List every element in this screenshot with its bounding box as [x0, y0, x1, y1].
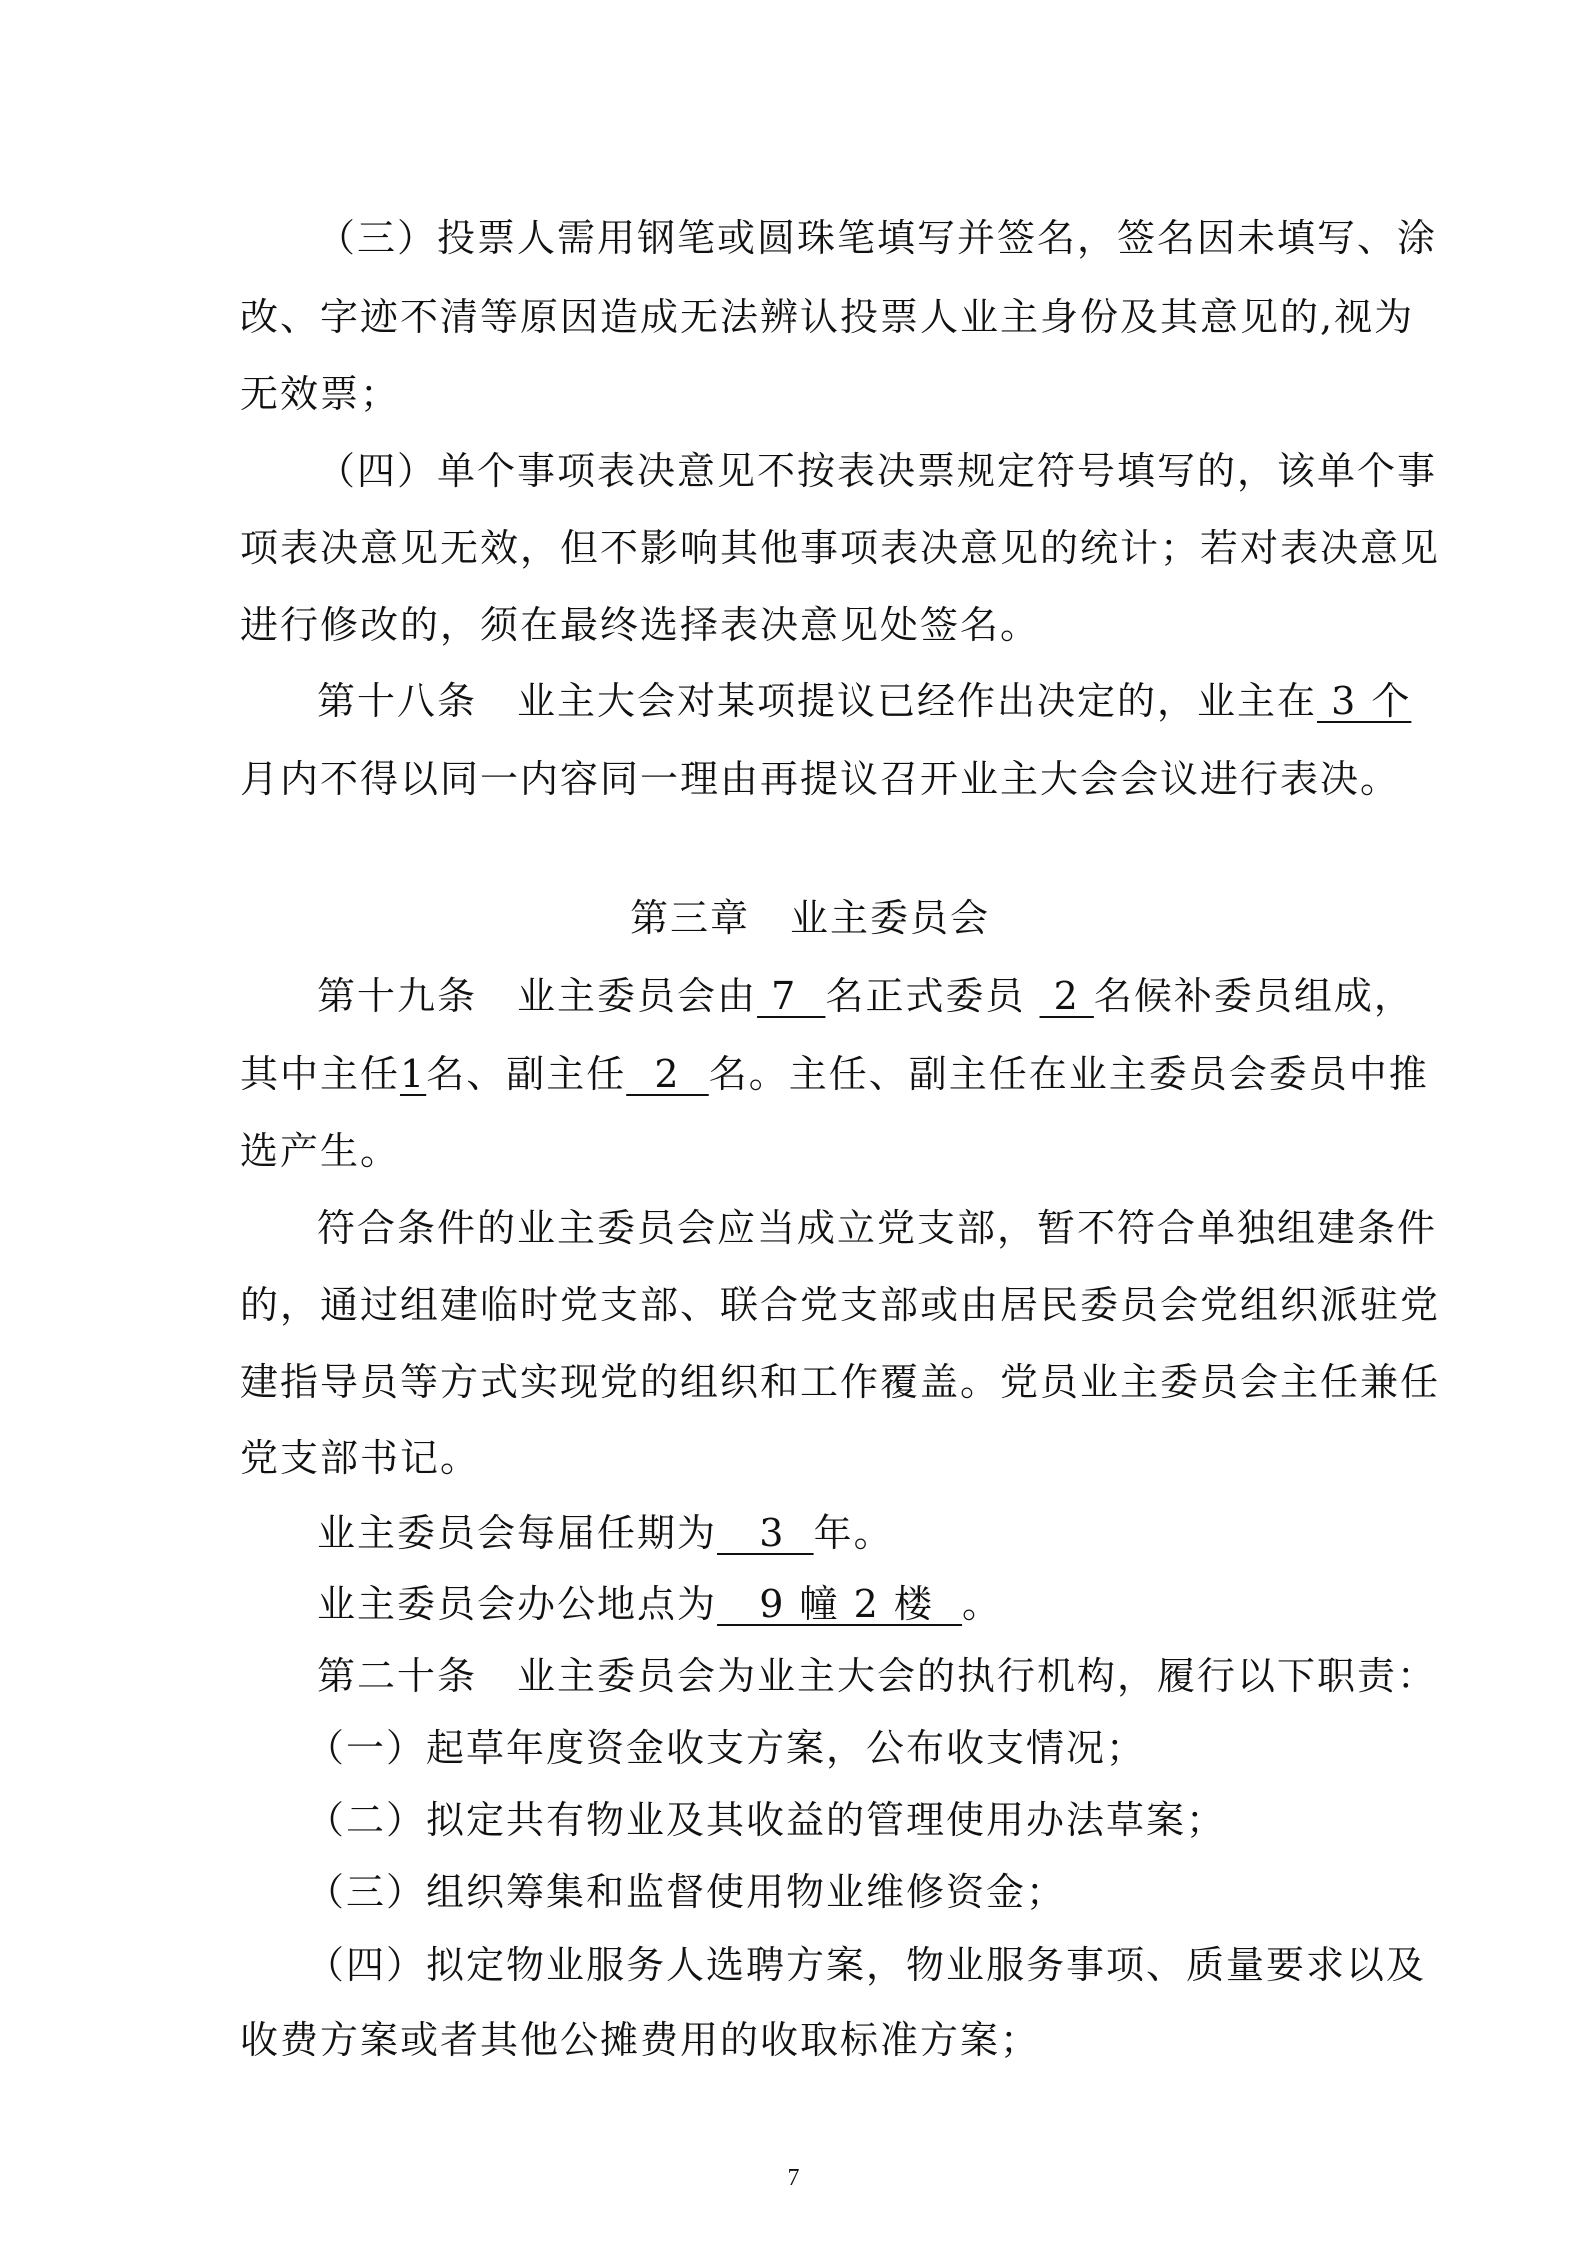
- text-line: 建指导员等方式实现党的组织和工作覆盖。党员业主委员会主任兼任: [240, 1360, 1441, 1404]
- text-line: 第二十条 业主委员会为业主大会的执行机构，履行以下职责：: [317, 1654, 1438, 1698]
- text-span: 名正式委员: [825, 974, 1040, 1018]
- months-blank: 3 个: [1317, 679, 1412, 723]
- text-line: 符合条件的业主委员会应当成立党支部，暂不符合单独组建条件: [317, 1206, 1438, 1250]
- text-span: 年。: [813, 1511, 894, 1555]
- page-number: 7: [787, 2165, 800, 2191]
- text-line: 月内不得以同一内容同一理由再提议召开业主大会会议进行表决。: [240, 757, 1401, 801]
- member-count-blank: 7: [757, 974, 826, 1018]
- office-line: [317, 1579, 1002, 1629]
- chapter-heading: 第三章 业主委员会: [630, 896, 991, 940]
- text-line: 党支部书记。: [240, 1436, 481, 1480]
- text-line: （三）投票人需用钢笔或圆珠笔填写并签名，签名因未填写、涂: [317, 216, 1438, 260]
- text-line: 的，通过组建临时党支部、联合党支部或由居民委员会党组织派驻党: [240, 1283, 1441, 1327]
- text-span: 业主委员会办公地点为: [317, 1582, 718, 1626]
- list-item: （二）拟定共有物业及其收益的管理使用办法草案；: [306, 1798, 1227, 1842]
- text-line: 无效票；: [240, 372, 401, 416]
- deputy-count-blank: 2: [626, 1052, 709, 1096]
- article-19-line: [317, 971, 1414, 1021]
- office-location-blank: 9 幢 2 楼: [717, 1582, 963, 1626]
- article-19-text: 第十九条 业主委员会由: [317, 974, 758, 1018]
- director-count-blank: 1: [400, 1052, 427, 1096]
- text-line: 改、字迹不清等原因造成无法辨认投票人业主身份及其意见的,视为: [240, 295, 1415, 339]
- term-years-blank: 3: [717, 1511, 814, 1555]
- article-19-line-2: [240, 1049, 1429, 1099]
- text-span: 业主委员会每届任期为: [317, 1511, 718, 1555]
- text-line: （四）单个事项表决意见不按表决票规定符号填写的，该单个事: [317, 449, 1438, 493]
- alternate-count-blank: 2: [1039, 974, 1094, 1018]
- text-span: 其中主任: [240, 1052, 401, 1096]
- term-line: [317, 1508, 894, 1558]
- text-span: 。: [962, 1582, 1003, 1626]
- text-span: 名、副主任: [426, 1052, 627, 1096]
- list-item: （一）起草年度资金收支方案，公布收支情况；: [306, 1726, 1147, 1770]
- text-line: 收费方案或者其他公摊费用的收取标准方案；: [240, 2018, 1041, 2062]
- text-line: 进行修改的，须在最终选择表决意见处签名。: [240, 603, 1041, 647]
- list-item: （四）拟定物业服务人选聘方案，物业服务事项、质量要求以及: [306, 1943, 1427, 1987]
- text-line: 项表决意见无效，但不影响其他事项表决意见的统计；若对表决意见: [240, 526, 1441, 570]
- text-line: 选产生。: [240, 1129, 401, 1173]
- list-item: （三）组织筹集和监督使用物业维修资金；: [306, 1870, 1067, 1914]
- article-18-text: 第十八条 业主大会对某项提议已经作出决定的，业主在: [317, 679, 1318, 723]
- article-18-line: [317, 676, 1411, 726]
- text-span: 名。主任、副主任在业主委员会委员中推: [708, 1052, 1429, 1096]
- text-span: 名候补委员组成，: [1093, 974, 1414, 1018]
